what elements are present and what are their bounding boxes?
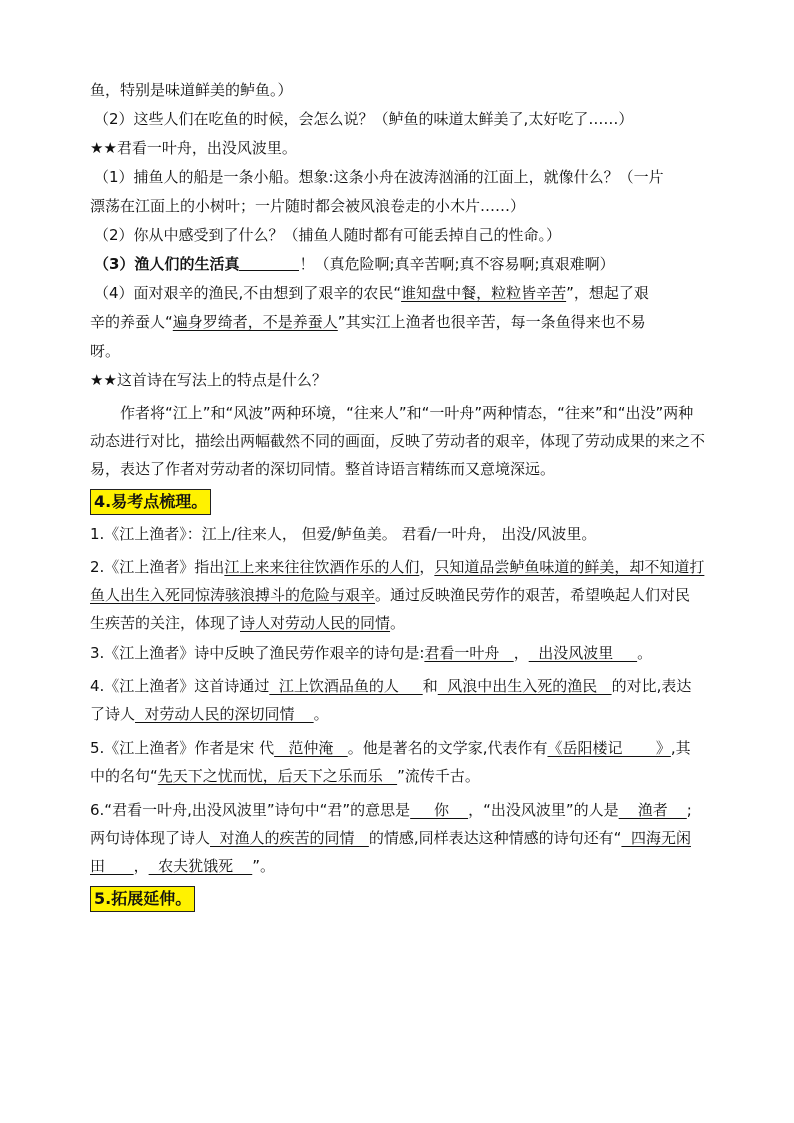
text-segment: 。通过反映渔民劳作的艰苦，希望唤起人们对民生疾苦的关注，体现了: [90, 586, 691, 632]
text-segment: 。他是著名的文学家,代表作有: [347, 739, 548, 757]
answer-underline: 农夫犹饿死: [148, 857, 253, 875]
text-segment: 。: [313, 705, 329, 723]
exam-point-4: [90, 672, 705, 728]
text-segment: ”其实江上渔者也很辛苦，每一条鱼得来也不易: [337, 313, 646, 331]
text-segment: 。: [637, 644, 653, 662]
text-segment: ，“出没风波里”的人是: [468, 801, 619, 819]
answer-underline: 江上来来往往饮酒作乐的人们: [224, 558, 420, 576]
exam-point-1: 1.《江上渔者》：江上/往来人， 但爱/鲈鱼美。 君看/一叶舟， 出没/风波里。: [90, 525, 597, 543]
text-line: [90, 254, 705, 274]
text-line: （2）你从中感受到了什么？（捕鱼人随时都有可能丢掉自己的性命。）: [94, 226, 562, 244]
text-segment: ，: [133, 857, 149, 875]
text-segment: 。: [390, 614, 406, 632]
exam-point-5: [90, 734, 705, 790]
text-segment: 辛的养蚕人“: [90, 313, 173, 331]
answer-underline: 你: [410, 801, 469, 819]
section-heading-label: 4.易考点梳理。: [90, 489, 211, 515]
answer-underline: 四海无闲田: [90, 829, 691, 875]
exam-point-3: [90, 643, 705, 663]
exam-point-2: [90, 553, 705, 637]
question-heading: ★★这首诗在写法上的特点是什么？: [90, 371, 327, 389]
answer-paragraph: 作者将“江上”和“风波”两种环境，“往来人”和“一叶舟”两种情态，“往来”和“出没”两种动态进行对比，描绘出两幅截然不同的画面，反映了劳动者的艰辛，体现了劳动成果的来之不易，表达了作者对劳动者的深切同情。整首诗语言精练而又意境深远。: [90, 404, 706, 478]
fill-blank: [239, 255, 299, 271]
text-segment: ,其中的名句“: [90, 739, 691, 785]
text-line: 漂荡在江面上的小树叶；一片随时都会被风浪卷走的小木片……）: [90, 197, 526, 215]
text-segment: ，: [513, 644, 529, 662]
answer-underline: 对劳动人民的深切同情: [135, 705, 314, 723]
section-heading: [90, 489, 705, 515]
answer-underline: 风浪中出生入死的渔民: [437, 677, 612, 695]
text-line: 呀。: [90, 342, 121, 360]
text-segment: ！（真危险啊;真辛苦啊;真不容易啊;真艰难啊）: [299, 255, 615, 273]
text-segment: 4.《江上渔者》这首诗通过: [90, 677, 270, 695]
text-line: （2）这些人们在吃鱼的时候，会怎么说？（鲈鱼的味道太鲜美了,太好吃了……）: [94, 110, 634, 128]
text-segment: ”流传千古。: [397, 767, 480, 785]
answer-underline: 诗人对劳动人民的同情: [240, 614, 391, 632]
underlined-quote: 遍身罗绮者，不是养蚕人: [172, 313, 338, 331]
answer-underline: 范仲淹: [274, 739, 348, 757]
text-segment: 2.《江上渔者》指出: [90, 558, 225, 576]
answer-underline: 对渔人的疾苦的同情: [210, 829, 369, 847]
answer-underline: 先天下之忧而忧，后天下之乐而乐: [157, 767, 398, 785]
text-line: [90, 283, 705, 303]
text-segment: ”，想起了艰: [566, 284, 649, 302]
text-segment: （4）面对艰辛的渔民,不由想到了艰辛的农民“: [94, 284, 402, 302]
question-heading: ★★君看一叶舟，出没风波里。: [90, 139, 297, 157]
answer-underline: 君看一叶舟: [424, 644, 514, 662]
answer-underline: 《岳阳楼记 》: [547, 739, 671, 757]
text-segment: （3）渔人们的生活真: [94, 255, 240, 273]
text-segment: 和: [422, 677, 438, 695]
text-segment: ”。: [252, 857, 276, 875]
text-segment: 的对比,表达了诗人: [90, 677, 692, 723]
text-segment: 的情感,同样表达这种情感的诗句还有“: [368, 829, 622, 847]
answer-underline: 渔者: [618, 801, 687, 819]
text-segment: ，: [419, 558, 435, 576]
underlined-quote: 谁知盘中餐，粒粒皆辛苦: [401, 284, 567, 302]
section-heading-label: 5.拓展延伸。: [90, 886, 195, 912]
section-heading: [90, 886, 705, 912]
text-segment: 6.“君看一叶舟,出没风波里”诗句中“君”的意思是: [90, 801, 411, 819]
text-segment: 3.《江上渔者》诗中反映了渔民劳作艰辛的诗句是:: [90, 644, 425, 662]
answer-underline: 出没风波里: [528, 644, 638, 662]
text-line: [90, 312, 705, 332]
text-line: 鱼，特别是味道鲜美的鲈鱼。）: [90, 81, 293, 99]
answer-underline: 江上饮酒品鱼的人: [269, 677, 423, 695]
text-segment: 5.《江上渔者》作者是宋 代: [90, 739, 275, 757]
text-line: （1）捕鱼人的船是一条小船。想象:这条小舟在波涛汹涌的江面上，就像什么？（一片: [94, 168, 664, 186]
exam-point-6: [90, 796, 705, 880]
text-segment: ;两句诗体现了诗人: [90, 801, 692, 847]
answer-underline: 只知道品尝鲈鱼味道的鲜美，却不知道打鱼人出生入死同惊涛骇浪搏斗的危险与艰辛: [90, 558, 705, 604]
document-page: [90, 80, 705, 921]
